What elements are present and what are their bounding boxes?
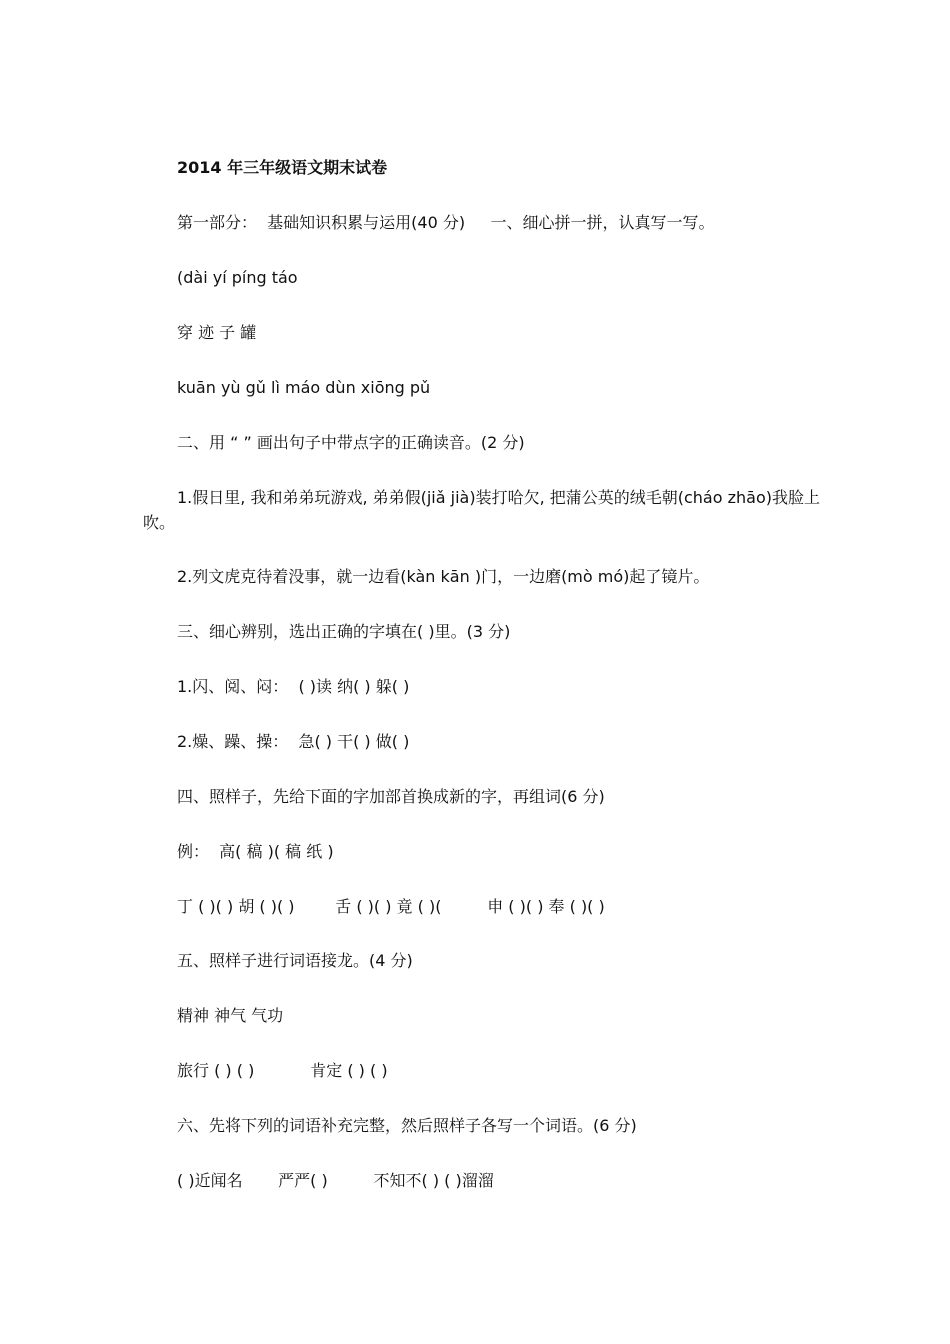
word-chain-example: 精神 神气 气功 — [177, 1006, 284, 1025]
question-2-2: 2.列文虎克待着没事，就一边看(kàn kān )门，一边磨(mò mó)起了镜片。 — [177, 567, 710, 586]
section-four-heading: 四、照样子，先给下面的字加部首换成新的字，再组词(6 分) — [177, 787, 605, 806]
section-two-heading: 二、用 “ ” 画出句子中带点字的正确读音。(2 分) — [177, 433, 525, 452]
question-6-row: ( )近闻名 严严( ) 不知不( ) ( )溜溜 — [177, 1171, 494, 1190]
question-4-row: 丁 ( )( ) 胡 ( )( ) 舌 ( )( ) 竟 ( )( 申 ( )( ) 奉 ( )( ) — [177, 897, 605, 916]
section-three-heading: 三、细心辨别，选出正确的字填在( )里。(3 分) — [177, 622, 511, 641]
section-six-heading: 六、先将下列的词语补充完整，然后照样子各写一个词语。(6 分) — [177, 1116, 637, 1135]
word-chain-row: 旅行 ( ) ( ) 肯定 ( ) ( ) — [177, 1061, 388, 1080]
question-2-1: 1.假日里, 我和弟弟玩游戏, 弟弟假(jiǎ jià)装打哈欠, 把蒲公英的绒毛朝(cháo zhāo)我脸上吹。 — [143, 488, 820, 532]
section-five-heading: 五、照样子进行词语接龙。(4 分) — [177, 951, 413, 970]
question-3-1: 1.闪、阅、闷： ( )读 纳( ) 躲( ) — [177, 677, 410, 696]
page-title: 2014 年三年级语文期末试卷 — [177, 158, 388, 177]
question-3-2: 2.燥、躁、操： 急( ) 干( ) 做( ) — [177, 732, 410, 751]
part-one-heading: 第一部分： 基础知识积累与运用(40 分) 一、细心拼一拼，认真写一写。 — [177, 213, 715, 232]
pinyin-line-2: kuān yù gǔ lì máo dùn xiōng pǔ — [177, 378, 431, 397]
characters-line: 穿 迹 子 罐 — [177, 323, 257, 342]
example-line: 例： 高( 稿 )( 稿 纸 ) — [177, 842, 334, 861]
pinyin-line-1: (dài yí píng táo — [177, 268, 298, 287]
